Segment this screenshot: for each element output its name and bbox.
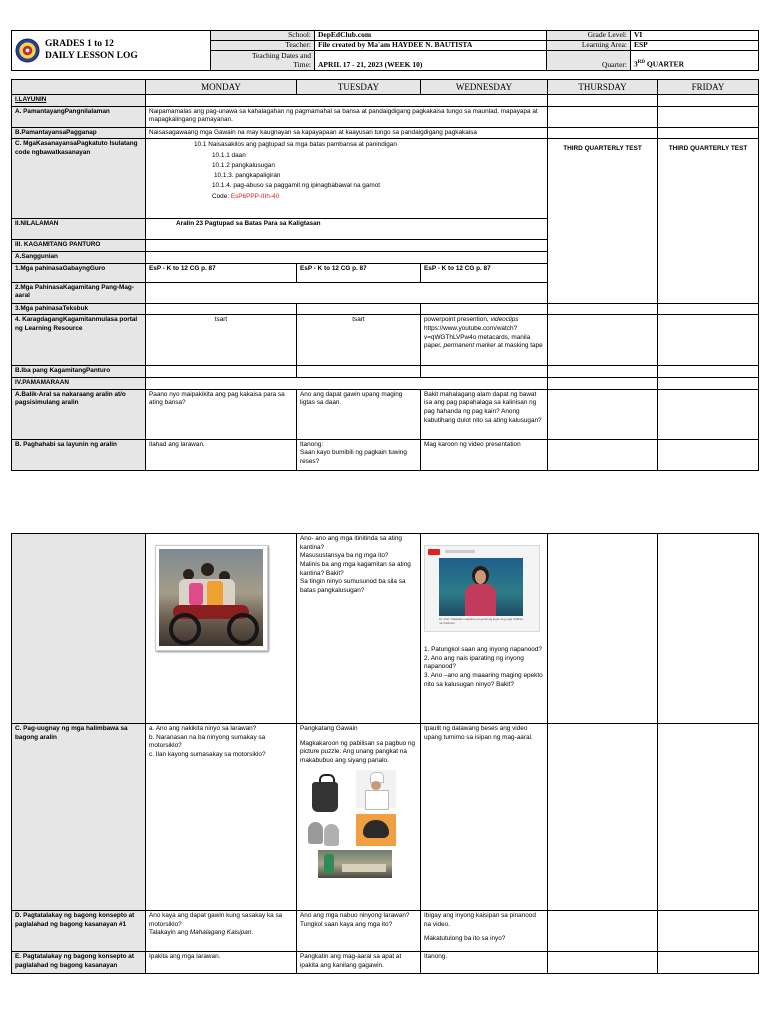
header-table bbox=[11, 30, 759, 71]
quarter-value bbox=[631, 51, 759, 71]
karagdagan-wednesday: powerpoint presention, videoclips https://www.youtube.com/watch?v=qWGThLVPw4o metacards, manila paper, permanent marker at masking tape bbox=[421, 315, 548, 366]
kagamitan-pang-label: 2.Mga PahinasaKagamitang Pang-Mag-aaral bbox=[12, 282, 146, 303]
wed-question-2: 2. Ano ang nais iparating ng inyong napanood? bbox=[424, 654, 524, 671]
day-monday: MONDAY bbox=[146, 80, 297, 95]
pagtalakay1-wednesday: Ibigay ang inyong kaisipan sa pinanood na video. Makatutulong ba ito sa inyo? bbox=[421, 911, 548, 952]
tue-questions-cell bbox=[297, 534, 421, 724]
teacher-label: Teacher: bbox=[211, 41, 315, 51]
days-row bbox=[12, 80, 759, 95]
paghahabi-wednesday: Mag karoon ng video presentation bbox=[421, 439, 548, 470]
tue-question-1: Ano- ano ang mga itinitinda sa ating kantina? bbox=[300, 535, 402, 551]
pagtalakay1-label: D. Pagtatalakay ng bagong konsepto at paglalahad ng bagong kasanayan #1 bbox=[12, 911, 146, 952]
puzzle-images bbox=[300, 770, 417, 880]
dates-label-line2: Time: bbox=[293, 60, 311, 69]
pamamaraan-heading: IV.PAMAMARAAN bbox=[12, 377, 146, 389]
pagtalakay1-monday: Ano kaya ang dapat gawin kung sasakay ka sa motorsiklo? Talakayin ang Mahalagang Kaisipan. bbox=[146, 911, 297, 952]
iba-label: B.Iba pang KagamitangPanturo bbox=[12, 366, 146, 378]
canteen-image bbox=[318, 850, 392, 878]
karagdagan-tuesday: tsart bbox=[297, 315, 421, 366]
code-label: Code: bbox=[212, 192, 230, 200]
nilalaman-text: Aralin 23 Pagtupad sa Batas Para sa Kaligtasan bbox=[146, 219, 548, 240]
balik-aral-tuesday: Ano ang dapat gawin upang maging ligtas sa daan. bbox=[297, 389, 421, 439]
kasanayan-item-2: 10.1.2 pangkalusugan bbox=[212, 161, 275, 169]
karagdagan-monday: tsart bbox=[146, 315, 297, 366]
dates-value: APRIL 17 - 21, 2023 (WEEK 10) bbox=[315, 51, 547, 71]
kasanayan-item-1: 10.1.1 daan bbox=[212, 151, 246, 159]
pag-uugnay-tuesday: Pangkatang Gawain Magkakaroon ng pabilisan sa pagbuo ng picture puzzle. Ang unang pangkat na makabubuo ang siyang panalo. bbox=[297, 724, 421, 911]
grade-label: Grade Level: bbox=[547, 31, 631, 41]
paghahabi-tuesday: Itanong: Saan kayo bumibili ng pagkain tuwing reses? bbox=[297, 439, 421, 470]
tue-question-3: Malinis ba ang mga kagamitan sa ating kantina? Bakit? bbox=[300, 560, 411, 577]
kasanayan-label: C. MgaKasanayansaPagkatuto Isulatang code ngbawatkasanayan bbox=[12, 139, 146, 219]
pag-uugnay-wednesday: Ipaulit ng dalawang beses ang video upang tumimo sa isipan ng mag-aaral. bbox=[421, 724, 548, 911]
pagtalakay2-tuesday: Pangkatin ang mag-aaral sa apat at ipakita ang kanilang gagawin. bbox=[297, 952, 421, 974]
friday-test: THIRD QUARTERLY TEST bbox=[658, 139, 759, 303]
day-friday: FRIDAY bbox=[658, 80, 759, 95]
grade-value: VI bbox=[631, 31, 759, 41]
gabay-tuesday: EsP - K to 12 CG p. 87 bbox=[297, 263, 421, 282]
thursday-test: THIRD QUARTERLY TEST bbox=[548, 139, 658, 303]
layunin-heading: I.LAYUNIN bbox=[12, 95, 146, 107]
pagtalakay1-tuesday: Ano ang mga nabuo ninyong larawan? Tungkol saan kaya ang mga ito? bbox=[297, 911, 421, 952]
school-label: School: bbox=[211, 31, 315, 41]
dates-label bbox=[211, 51, 315, 71]
kasanayan-item-3: 10.1.3. pangkapaligiran bbox=[214, 172, 281, 180]
lesson-table-page-1 bbox=[11, 79, 758, 471]
area-label: Learning Area: bbox=[547, 41, 631, 51]
header-title-line1: GRADES 1 to 12 bbox=[45, 39, 114, 50]
balik-aral-label: A.Balik-Aral sa nakaraang aralin at/o pagsisimulang aralin bbox=[12, 389, 146, 439]
header-block bbox=[11, 30, 758, 71]
pamantayang-label: A. PamantayangPangnilalaman bbox=[12, 106, 146, 127]
video-frame bbox=[439, 558, 523, 616]
apron-image bbox=[308, 774, 342, 812]
sanggunian-label: A.Sanggunian bbox=[12, 252, 146, 264]
quarter-number: 3 bbox=[634, 59, 638, 69]
balik-aral-monday: Paano nyo maipakikita ang pag kakaisa para sa ating bansa? bbox=[146, 389, 297, 439]
pagganap-text: Naisasagawaang mga Gawain na may kaugnayan sa kapayapaan at kaayusan tungo sa pandaigdigang pagkakaisa bbox=[146, 127, 548, 139]
lesson-table-1 bbox=[11, 79, 759, 471]
tue-question-2: Masusustansya ba ng mga ito? bbox=[300, 552, 389, 560]
day-wednesday: WEDNESDAY bbox=[421, 80, 548, 95]
teksbuk-label: 3.Mga pahinasaTeksbuk bbox=[12, 303, 146, 315]
lesson-table-2 bbox=[11, 533, 759, 974]
hairnet-image bbox=[356, 814, 396, 846]
quarter-word: QUARTER bbox=[644, 59, 685, 69]
kasanayan-main: 10.1 Naisasakilos ang pagtupad sa mga batas pambansa at panindigan bbox=[194, 141, 397, 149]
pagganap-label: B.PamantayansaPagganap bbox=[12, 127, 146, 139]
school-value: DepEdClub.com bbox=[315, 31, 547, 41]
photo-cell-monday bbox=[146, 534, 297, 724]
gabay-label: 1.Mga pahinasaGabayngGuro bbox=[12, 263, 146, 282]
lesson-table-page-2 bbox=[11, 533, 758, 974]
deped-seal-icon bbox=[15, 38, 40, 63]
area-value: ESP bbox=[631, 41, 759, 51]
wed-video-cell bbox=[421, 534, 548, 724]
motorcycle-photo bbox=[155, 545, 268, 651]
tue-question-4: Sa tingin ninyo sumusunod ba sila sa batas pangkalusugan? bbox=[300, 578, 406, 594]
chef-image bbox=[356, 770, 396, 808]
quarter-label: Quarter: bbox=[547, 51, 631, 71]
gabay-wednesday: EsP - K to 12 CG p. 87 bbox=[421, 263, 548, 282]
day-tuesday: TUESDAY bbox=[297, 80, 421, 95]
nilalaman-label: II.NILALAMAN bbox=[12, 219, 146, 240]
kagamitan-heading: III. KAGAMITANG PANTURO bbox=[12, 240, 146, 252]
teacher-value: File created by Ma'am HAYDEE N. BAUTISTA bbox=[315, 41, 547, 51]
wed-question-3: 3. Ano –ano ang maaaring maging epekto nito sa kalusugan ninyo? Bakit? bbox=[424, 671, 543, 688]
video-caption: Dr. Ruiz: Madalas makitang sa ganitong lugar ang mga Jollibee na Cashiers bbox=[439, 617, 524, 625]
pag-uugnay-monday: a. Ano ang nakikita ninyo sa larawan? b. Naranasan na ba ninyong sumakay sa motorsiklo? c. Ilan kayong sumasakay sa motorsiklo? bbox=[146, 724, 297, 911]
day-blank bbox=[12, 80, 146, 95]
karagdagan-label: 4. KaragdagangKagamitanmulasa portal ng Learning Resource bbox=[12, 315, 146, 366]
pamantayang-text: Naipamamalas ang pag-unawa sa kahalagahan ng pagmamahal sa bansa at pandaigdigang pagkakaisa tungo sa maunlad, mapayapa at mapagkalingang pamayanan. bbox=[146, 106, 548, 127]
balik-aral-wednesday: Bakit mahalagang alam dapat ng bawat isa ang pag papahalaga sa kalinisan ng pag hahanda ng pag kain? Anong kabutihang dulot nito sa ating kalusugan? bbox=[421, 389, 548, 439]
kasanayan-cell bbox=[146, 139, 548, 219]
pagtalakay2-label: E. Pagtatalakay ng bagong konsepto at paglalahad ng bagong kasanayan bbox=[12, 952, 146, 974]
mittens-image bbox=[306, 820, 344, 846]
pagtalakay2-wednesday: Itanong. bbox=[421, 952, 548, 974]
wed-question-1: 1. Patungkol saan ang inyong napanood? bbox=[424, 646, 542, 653]
youtube-logo-icon bbox=[428, 549, 440, 555]
day-thursday: THURSDAY bbox=[548, 80, 658, 95]
header-title-line2: DAILY LESSON LOG bbox=[45, 50, 138, 61]
paghahabi-monday: Ilahad ang larawan. bbox=[146, 439, 297, 470]
pagtalakay2-monday: Ipakita ang mga larawan. bbox=[146, 952, 297, 974]
dates-label-line1: Teaching Dates and bbox=[251, 51, 311, 60]
quarter-suffix: RD bbox=[637, 60, 645, 65]
paghahabi-label: B. Paghahabi sa layunin ng aralin bbox=[12, 439, 146, 470]
code-value: EsP6PPP-IIIh-40 bbox=[230, 192, 280, 200]
pag-uugnay-label: C. Pag-uugnay ng mga halimbawa sa bagong aralin bbox=[12, 724, 146, 911]
kasanayan-item-4: 10.1.4. pag-abuso sa paggamit ng ipinagbabawal na gamot bbox=[212, 182, 381, 190]
gabay-monday: EsP - K to 12 CG p. 87 bbox=[146, 263, 297, 282]
video-screenshot bbox=[424, 545, 540, 632]
header-logo-cell bbox=[12, 31, 211, 71]
